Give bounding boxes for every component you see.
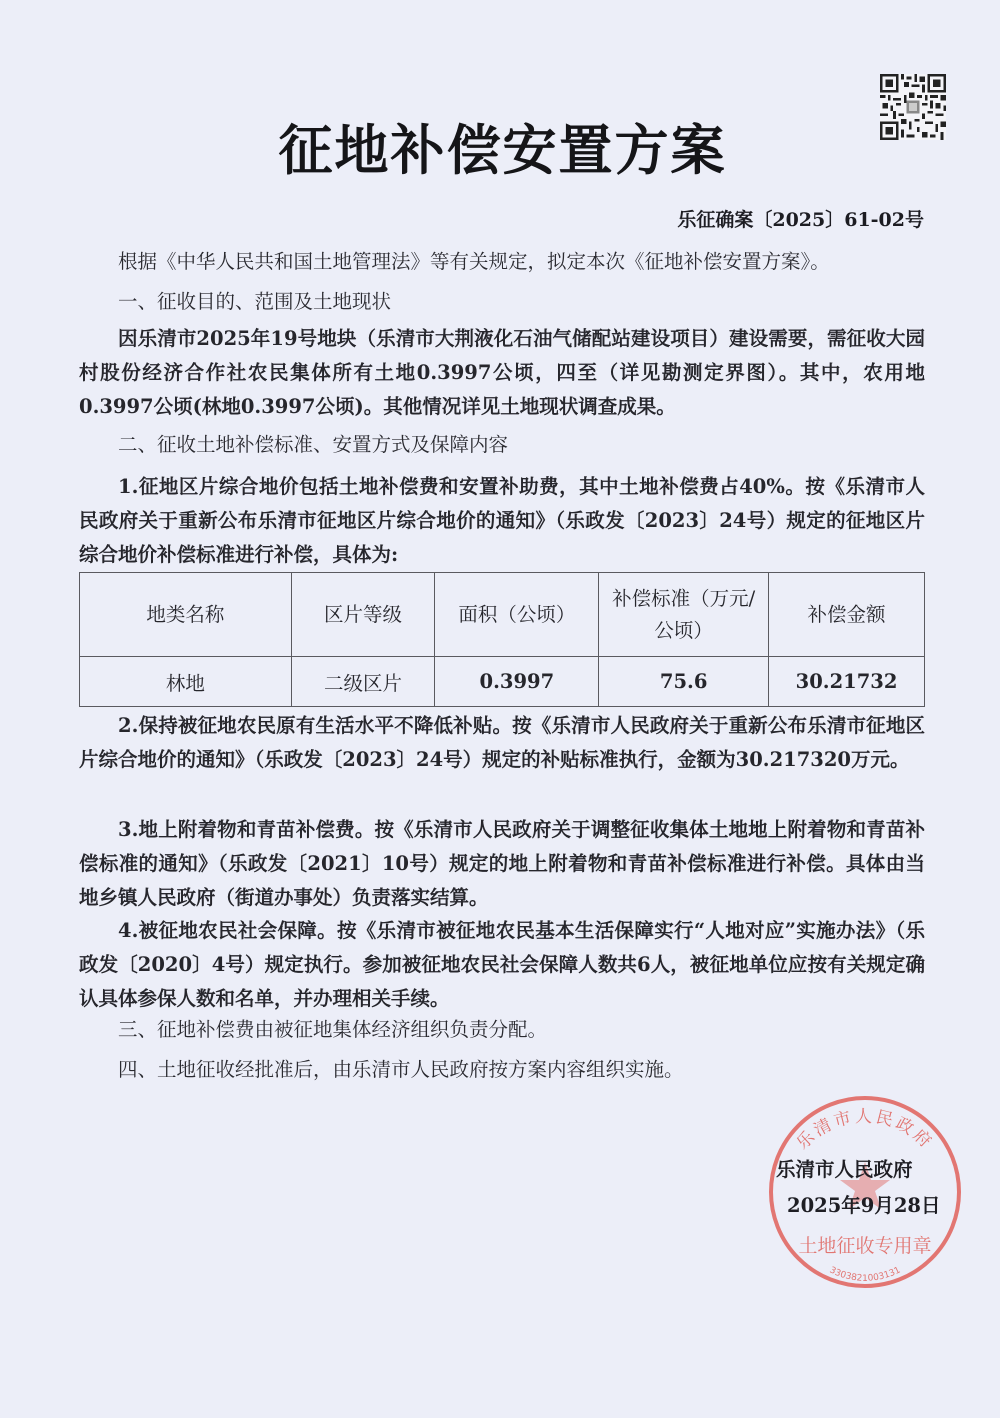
section-3-paragraph: 三、征地补偿费由被征地集体经济组织负责分配。 [118, 1018, 548, 1041]
section-1-body: 因乐清市2025年19号地块（乐清市大荆液化石油气储配站建设项目）建设需要，需征收大园村股份经济合作社农民集体所有土地0.3997公顷，四至（详见勘测定界图）。其中，农用地0.3997公顷(林地0.3997公顷)。其他情况详见土地现状调查成果。 [79, 327, 925, 418]
item-2-paragraph: 2.保持被征地农民原有生活水平不降低补贴。按《乐清市人民政府关于重新公布乐清市征地区片综合地价的通知》（乐政发〔2023〕24号）规定的补贴标准执行，金额为30.217320万元。 [79, 714, 925, 771]
table-header-cell: 面积（公顷） [435, 573, 599, 657]
svg-text:乐清市人民政府: 乐清市人民政府 [792, 1106, 938, 1154]
section-2-heading: 二、征收土地补偿标准、安置方式及保障内容 [118, 433, 509, 456]
item-3-paragraph: 3.地上附着物和青苗补偿费。按《乐清市人民政府关于调整征收集体土地地上附着物和青苗补偿标准的通知》（乐政发〔2021〕10号）规定的地上附着物和青苗补偿标准进行补偿。具体由当地乡镇人民政府（街道办事处）负责落实结算。 [79, 818, 925, 909]
table-header-cell: 区片等级 [291, 573, 435, 657]
seal-inner-lettering [798, 1235, 931, 1257]
section-1-heading: 一、征收目的、范围及土地现状 [118, 290, 392, 313]
zone-grade-cell: 二级区片 [291, 657, 435, 707]
svg-text:土地征收专用章: 土地征收专用章 [798, 1235, 932, 1257]
document-title: 征地补偿安置方案 [278, 119, 727, 182]
land-type-cell: 林地 [80, 657, 292, 707]
table-row [80, 657, 925, 707]
item-4-paragraph: 4.被征地农民社会保障。按《乐清市被征地农民基本生活保障实行“人地对应”实施办法》（乐政发〔2020〕4号）规定执行。参加被征地农民社会保障人数共6人，被征地单位应按有关规定确认具体参保人数和名单，并办理相关手续。 [79, 919, 925, 1010]
item-1-paragraph: 1.征地区片综合地价包括土地补偿费和安置补助费，其中土地补偿费占40%。按《乐清市人民政府关于重新公布乐清市征地区片综合地价的通知》（乐政发〔2023〕24号）规定的征地区片综合地价补偿标准进行补偿，具体为: [79, 475, 925, 566]
standard-cell: 75.6 [599, 657, 769, 707]
table-header-cell: 补偿金额 [769, 573, 925, 657]
area-cell: 0.3997 [435, 657, 599, 707]
section-4-paragraph: 四、土地征收经批准后，由乐清市人民政府按方案内容组织实施。 [118, 1058, 684, 1081]
table-header-cell: 补偿标准（万元/公顷） [599, 573, 769, 657]
signing-date: 2025年9月28日 [787, 1194, 941, 1217]
table-header-cell: 地类名称 [80, 573, 292, 657]
svg-text:3303821003131: 3303821003131 [827, 1265, 903, 1284]
table-header-row [80, 573, 925, 657]
document-number: 乐征确案〔2025〕61-02号 [677, 209, 924, 231]
intro-paragraph: 根据《中华人民共和国土地管理法》等有关规定，拟定本次《征地补偿安置方案》。 [118, 250, 830, 273]
compensation-table [79, 572, 925, 707]
signing-organization: 乐清市人民政府 [776, 1158, 913, 1181]
amount-cell: 30.21732 [769, 657, 925, 707]
